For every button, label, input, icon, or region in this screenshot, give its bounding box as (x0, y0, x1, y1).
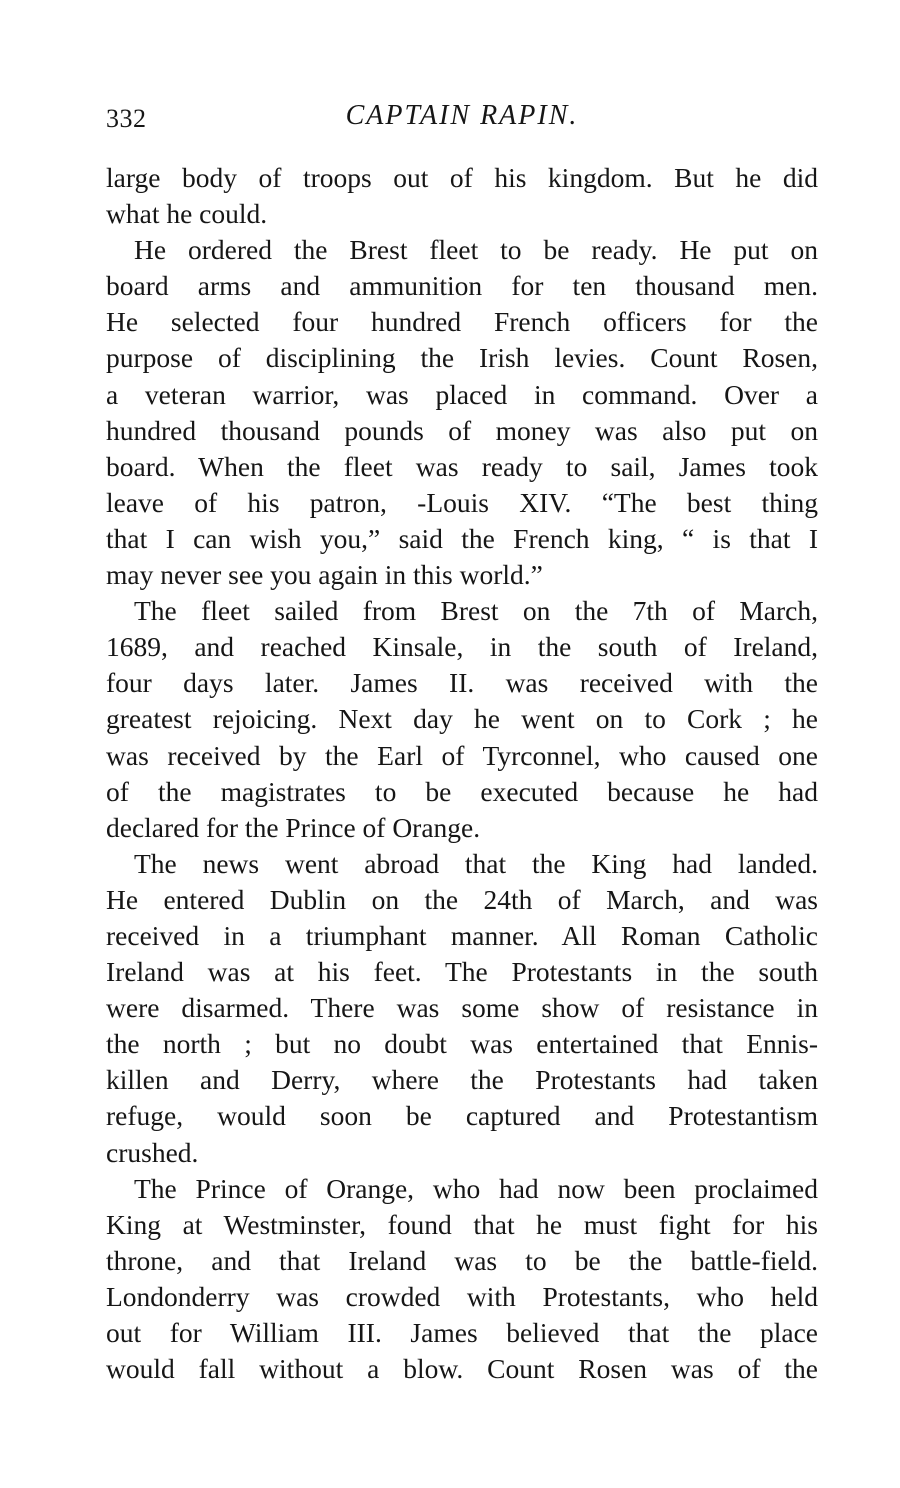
text-line: a veteran warrior, was placed in command. Over a (106, 378, 818, 410)
text-line: The news went abroad that the King had landed. (134, 847, 818, 879)
text-line: leave of his patron, -Louis XIV. “The best thing (106, 486, 818, 518)
text-line: received in a triumphant manner. All Roman Catholic (106, 919, 818, 951)
running-head (106, 100, 818, 140)
text-line: 1689, and reached Kinsale, in the south of Ireland, (106, 631, 818, 663)
body-text (106, 160, 818, 1387)
text-line: purpose of disciplining the Irish levies. Count Rosen, (106, 342, 818, 374)
text-line: He selected four hundred French officers for the (106, 306, 818, 338)
text-line: out for William III. James believed that the place (106, 1317, 818, 1348)
text-line: refuge, would soon be captured and Protestantism (106, 1100, 818, 1132)
text-line: greatest rejoicing. Next day he went on to Cork ; he (106, 703, 818, 735)
text-line: throne, and that Ireland was to be the battle-field. (106, 1244, 818, 1276)
text-line: The Prince of Orange, who had now been proclaimed (134, 1172, 818, 1204)
text-line: the north ; but no doubt was entertained that Ennis- (106, 1028, 818, 1060)
text-line: would fall without a blow. Count Rosen was of the (106, 1353, 818, 1385)
text-line: that I can wish you,” said the French king, “ is that I (106, 522, 818, 554)
text-line: Ireland was at his feet. The Protestants in the south (106, 956, 818, 988)
text-line: He ordered the Brest fleet to be ready. He put on (134, 234, 818, 266)
running-title: CAPTAIN RAPIN. (345, 100, 579, 131)
text-line: of the magistrates to be executed because he had (106, 775, 818, 807)
text-line: four days later. James II. was received with the (106, 667, 818, 699)
text-line: board arms and ammunition for ten thousand men. (106, 270, 818, 302)
text-line: large body of troops out of his kingdom. But he did (106, 162, 818, 193)
text-line: may never see you again in this world.” (106, 559, 543, 591)
text-line: Londonderry was crowded with Protestants, who held (106, 1280, 818, 1312)
text-line: crushed. (106, 1136, 199, 1168)
text-line: were disarmed. There was some show of resistance in (106, 992, 818, 1024)
page-number: 332 (106, 104, 147, 133)
text-line: killen and Derry, where the Protestants had taken (106, 1064, 818, 1096)
text-line: King at Westminster, found that he must fight for his (106, 1208, 818, 1240)
text-line: He entered Dublin on the 24th of March, and was (106, 883, 818, 915)
text-line: was received by the Earl of Tyrconnel, who caused one (106, 739, 818, 771)
text-line: The fleet sailed from Brest on the 7th of March, (134, 595, 818, 627)
text-line: board. When the fleet was ready to sail, James took (106, 450, 818, 482)
text-line: what he could. (106, 198, 268, 230)
text-line: hundred thousand pounds of money was also put on (106, 414, 818, 446)
text-line: declared for the Prince of Orange. (106, 811, 481, 843)
